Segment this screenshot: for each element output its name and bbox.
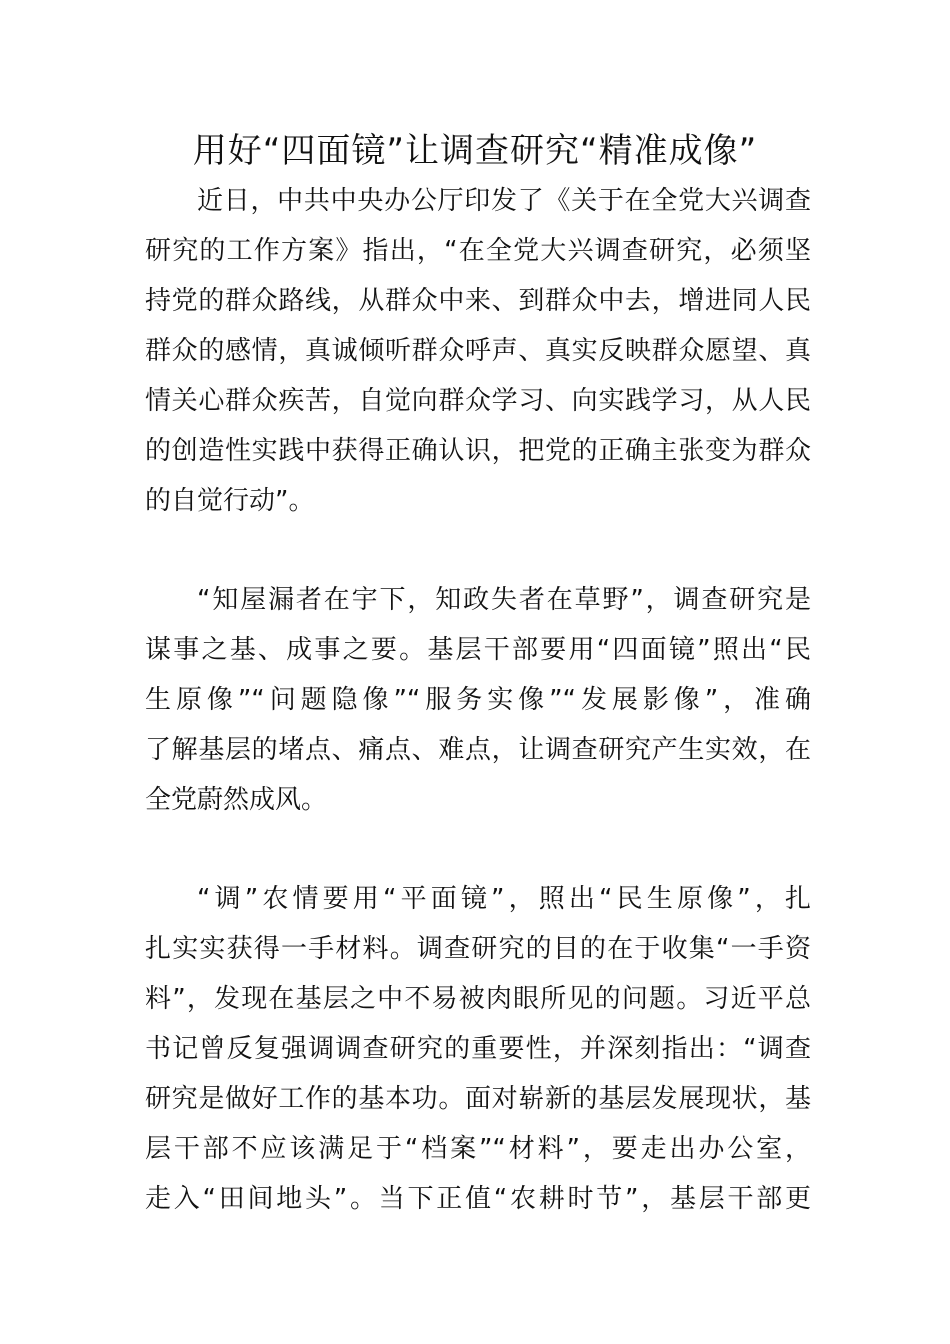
paragraph-line: 研究是做好工作的基本功。面对崭新的基层发展现状，基	[145, 1084, 811, 1114]
paragraph-line: 扎实实获得一手材料。调查研究的目的在于收集“一手资	[145, 934, 811, 964]
paragraph-line: 谋事之基、成事之要。基层干部要用“四面镜”照出“民	[145, 635, 811, 665]
paragraph-line: 研究的工作方案》指出，“在全党大兴调查研究，必须坚	[145, 236, 811, 266]
paragraph-line: 全党蔚然成风。	[145, 785, 328, 815]
paragraph-line: 持党的群众路线，从群众中来、到群众中去，增进同人民	[145, 286, 811, 316]
paragraph-3	[145, 874, 811, 1224]
paragraph-2	[145, 575, 811, 825]
paragraph-line: “知屋漏者在宇下，知政失者在草野”，调查研究是	[197, 585, 811, 615]
paragraph-line: “调”农情要用“平面镜”，照出“民生原像”，扎	[197, 884, 811, 914]
paragraph-line: 走入“田间地头”。当下正值“农耕时节”，基层干部更	[145, 1184, 811, 1214]
paragraph-line: 的创造性实践中获得正确认识，把党的正确主张变为群众	[145, 436, 811, 466]
paragraph-line: 层干部不应该满足于“档案”“材料”，要走出办公室，	[145, 1134, 811, 1164]
paragraph-line: 的自觉行动”。	[145, 486, 315, 516]
document-title: 用好“四面镜”让调查研究“精准成像”	[192, 131, 758, 171]
paragraph-line: 料”，发现在基层之中不易被肉眼所见的问题。习近平总	[145, 984, 811, 1014]
paragraph-1	[145, 176, 811, 526]
paragraph-line: 书记曾反复强调调查研究的重要性，并深刻指出：“调查	[145, 1034, 811, 1064]
paragraph-line: 生原像”“问题隐像”“服务实像”“发展影像”，准确	[145, 685, 811, 715]
paragraph-line: 近日，中共中央办公厅印发了《关于在全党大兴调查	[197, 186, 811, 216]
paragraph-line: 群众的感情，真诚倾听群众呼声、真实反映群众愿望、真	[145, 336, 811, 366]
paragraph-line: 了解基层的堵点、痛点、难点，让调查研究产生实效，在	[145, 735, 811, 765]
paragraph-line: 情关心群众疾苦，自觉向群众学习、向实践学习，从人民	[145, 386, 811, 416]
